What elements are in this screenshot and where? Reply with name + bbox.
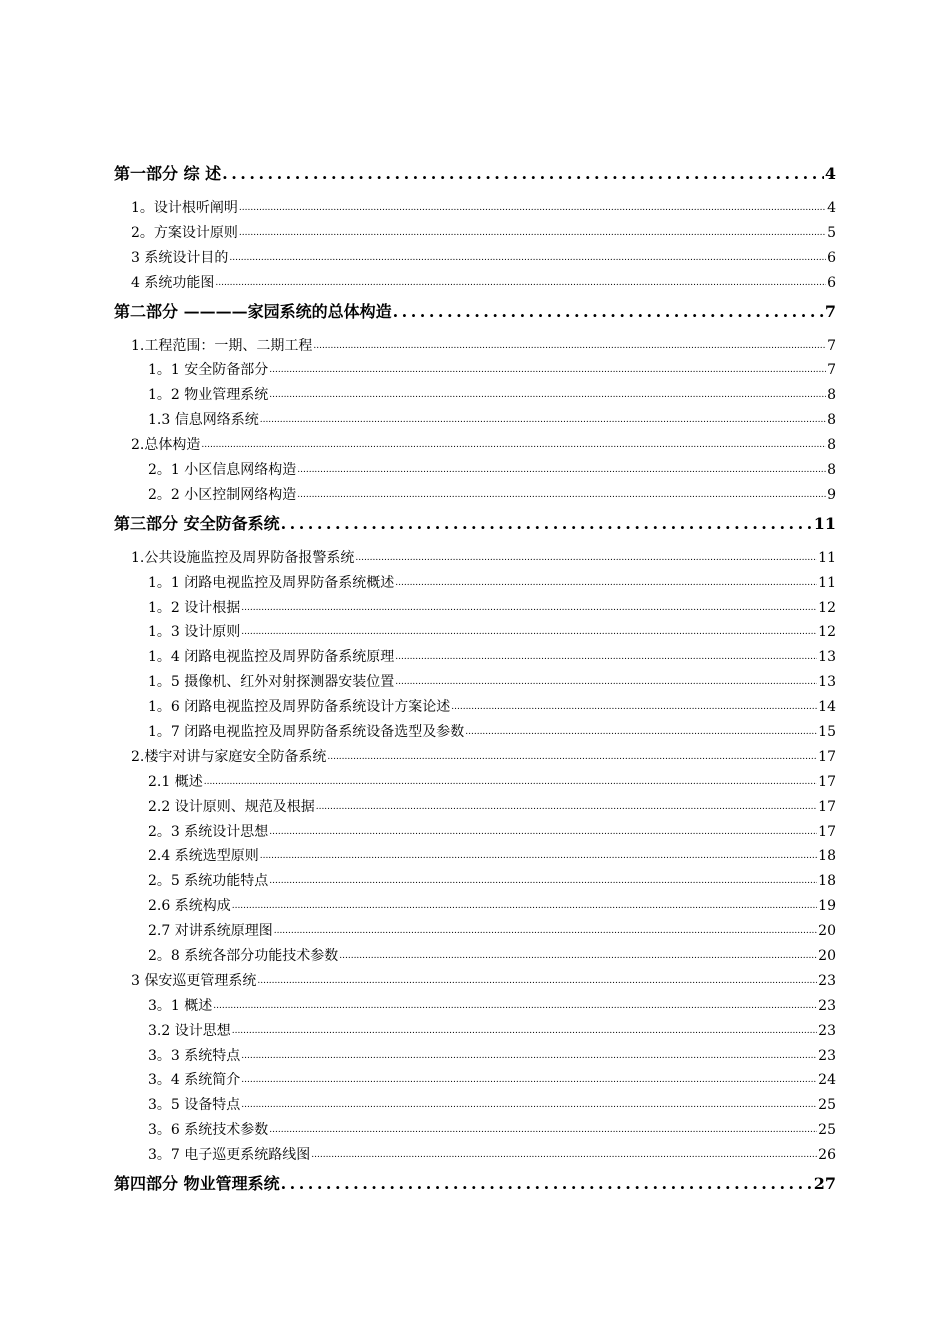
toc-dot-leader xyxy=(241,620,817,645)
toc-dot-leader xyxy=(355,546,817,571)
toc-dot-leader xyxy=(213,994,817,1019)
toc-entry-title: 1。1 闭路电视监控及周界防备系统概述 xyxy=(148,574,395,591)
toc-page-number: 8 xyxy=(827,412,836,429)
toc-entry-title: 1。5 摄像机、红外对射探测器安装位置 xyxy=(148,674,395,691)
toc-entry-title: 2.楼宇对讲与家庭安全防备系统 xyxy=(131,748,327,765)
toc-dot-leader xyxy=(215,271,826,296)
toc-dot-leader xyxy=(232,1019,817,1044)
toc-dot-leader xyxy=(316,795,817,820)
toc-page-number: 6 xyxy=(827,274,836,291)
toc-entry-title: 1.公共设施监控及周界防备报警系统 xyxy=(131,549,355,566)
toc-entry-title: 1.工程范围：一期、二期工程 xyxy=(131,337,313,354)
toc-entry-title: 1。3 设计原则 xyxy=(148,624,241,641)
toc-entry[interactable] xyxy=(114,919,836,944)
toc-entry-title: 2。1 小区信息网络构造 xyxy=(148,462,297,478)
toc-page-number: 23 xyxy=(818,1047,836,1064)
toc-dot-leader xyxy=(260,844,817,869)
toc-dot-leader xyxy=(241,1068,817,1093)
toc-entry-title: 2.4 系统选型原则 xyxy=(148,848,259,865)
toc-dot-leader xyxy=(281,510,813,538)
toc-entry-title: 2。方案设计原则 xyxy=(131,224,238,241)
toc-entry-title: 3。6 系统技术参数 xyxy=(148,1122,269,1139)
toc-page-number: 23 xyxy=(818,972,836,989)
toc-page-number: 7 xyxy=(827,362,836,379)
toc-page-number: 11 xyxy=(813,513,836,533)
toc-dot-leader xyxy=(204,770,817,795)
toc-entry-title: 2.1 概述 xyxy=(148,773,203,790)
toc-dot-leader xyxy=(327,745,817,770)
toc-page-number: 7 xyxy=(827,337,836,354)
toc-page-number: 15 xyxy=(818,724,836,741)
toc-entry-title: 4 系统功能图 xyxy=(131,274,215,291)
toc-part-entry[interactable] xyxy=(114,1170,836,1198)
toc-dot-leader xyxy=(297,458,826,483)
toc-entry[interactable] xyxy=(114,196,836,221)
toc-page-number: 14 xyxy=(818,699,836,716)
toc-entry-title: 2。3 系统设计思想 xyxy=(148,823,269,840)
toc-page-number: 17 xyxy=(818,798,836,815)
toc-entry-title: 1。2 设计根据 xyxy=(148,599,241,616)
toc-entry[interactable] xyxy=(114,596,836,621)
toc-entry[interactable] xyxy=(114,969,836,994)
toc-page-number: 17 xyxy=(818,773,836,790)
toc-page-number: 19 xyxy=(818,898,836,915)
toc-page-number: 27 xyxy=(813,1174,836,1194)
toc-entry-title: 1。1 安全防备部分 xyxy=(148,362,269,379)
toc-dot-leader xyxy=(274,919,817,944)
toc-entry-title: 第二部分 ————家园系统的总体构造 xyxy=(114,301,392,321)
toc-entry-title: 2.7 对讲系统原理图 xyxy=(148,923,273,940)
toc-entry-title: 第一部分 综 述 xyxy=(114,164,222,183)
toc-entry-title: 3 系统设计目的 xyxy=(131,249,229,266)
toc-entry[interactable] xyxy=(114,571,836,596)
toc-dot-leader xyxy=(269,869,817,894)
toc-page-number: 6 xyxy=(827,249,836,266)
toc-entry[interactable] xyxy=(114,433,836,458)
toc-dot-leader xyxy=(241,1093,817,1118)
toc-entry-title: 3。4 系统简介 xyxy=(148,1072,241,1089)
toc-entry[interactable] xyxy=(114,408,836,433)
toc-entry[interactable] xyxy=(114,695,836,720)
toc-entry[interactable] xyxy=(114,1093,836,1118)
toc-dot-leader xyxy=(239,196,826,221)
toc-entry-title: 1.3 信息网络系统 xyxy=(148,412,259,429)
toc-part-entry[interactable] xyxy=(114,298,836,326)
toc-page-number: 12 xyxy=(818,624,836,641)
toc-entry[interactable] xyxy=(114,620,836,645)
toc-entry-title: 第三部分 安全防备系统 xyxy=(114,513,280,533)
toc-page-number: 8 xyxy=(827,437,836,454)
toc-entry[interactable] xyxy=(114,1069,836,1094)
toc-page-number: 24 xyxy=(818,1072,836,1089)
toc-entry-title: 1。7 闭路电视监控及周界防备系统设备选型及参数 xyxy=(148,724,465,741)
toc-entry[interactable] xyxy=(114,483,836,508)
toc-entry-title: 第四部分 物业管理系统 xyxy=(114,1174,280,1194)
toc-page-number: 25 xyxy=(818,1097,836,1114)
toc-entry-title: 3。1 概述 xyxy=(148,997,213,1014)
toc-page-number: 18 xyxy=(818,873,836,890)
toc-dot-leader xyxy=(269,358,826,383)
toc-entry[interactable] xyxy=(114,795,836,820)
toc-entry[interactable] xyxy=(114,383,836,408)
toc-entry-title: 1。4 闭路电视监控及周界防备系统原理 xyxy=(148,649,395,666)
toc-page-number: 17 xyxy=(818,748,836,765)
toc-page-number: 25 xyxy=(818,1122,836,1139)
toc-entry[interactable] xyxy=(114,670,836,695)
toc-entry[interactable] xyxy=(114,820,836,845)
toc-page-number: 12 xyxy=(818,599,836,616)
toc-entry-title: 2。2 小区控制网络构造 xyxy=(148,486,297,503)
toc-entry[interactable] xyxy=(114,1118,836,1143)
toc-dot-leader xyxy=(232,894,817,919)
toc-part-entry[interactable] xyxy=(114,510,836,538)
toc-dot-leader xyxy=(339,944,817,969)
toc-dot-leader xyxy=(297,483,826,508)
toc-entry[interactable] xyxy=(114,221,836,246)
toc-dot-leader xyxy=(241,596,817,621)
toc-dot-leader xyxy=(201,433,826,458)
toc-page-number: 8 xyxy=(827,462,836,478)
toc-dot-leader xyxy=(239,221,826,246)
toc-entry[interactable] xyxy=(114,944,836,969)
toc-page-number: 23 xyxy=(818,997,836,1014)
toc-page-number: 5 xyxy=(827,224,836,241)
toc-page-number: 4 xyxy=(824,164,836,183)
toc-entry[interactable] xyxy=(114,770,836,795)
toc-entry[interactable] xyxy=(114,546,836,571)
toc-dot-leader xyxy=(222,160,824,188)
toc-dot-leader xyxy=(269,1118,817,1143)
toc-entry[interactable] xyxy=(114,1019,836,1044)
toc-entry-title: 2.2 设计原则、规范及根据 xyxy=(148,798,315,815)
toc-dot-leader xyxy=(465,720,817,745)
toc-page-number: 11 xyxy=(818,549,836,566)
toc-entry-title: 2。8 系统各部分功能技术参数 xyxy=(148,948,339,965)
toc-entry-title: 1。6 闭路电视监控及周界防备系统设计方案论述 xyxy=(148,699,451,716)
toc-dot-leader xyxy=(229,246,826,271)
toc-entry[interactable] xyxy=(114,745,836,770)
toc-entry[interactable] xyxy=(114,1143,836,1168)
toc-page-number: 20 xyxy=(818,923,836,940)
toc-entry-title: 3。7 电子巡更系统路线图 xyxy=(148,1147,311,1164)
toc-entry[interactable] xyxy=(114,458,836,483)
toc-entry[interactable] xyxy=(114,869,836,894)
toc-page-number: 13 xyxy=(818,674,836,691)
toc-dot-leader xyxy=(260,408,826,433)
toc-entry[interactable] xyxy=(114,844,836,869)
toc-page-number: 23 xyxy=(818,1022,836,1039)
toc-page-number: 9 xyxy=(827,486,836,503)
toc-entry-title: 1。2 物业管理系统 xyxy=(148,387,269,404)
toc-page-number: 20 xyxy=(818,948,836,965)
toc-entry[interactable] xyxy=(114,894,836,919)
toc-dot-leader xyxy=(269,383,826,408)
toc-entry[interactable] xyxy=(114,246,836,271)
toc-page-number: 4 xyxy=(827,199,836,216)
toc-entry[interactable] xyxy=(114,334,836,359)
toc-dot-leader xyxy=(395,645,817,670)
toc-page-number: 8 xyxy=(827,387,836,404)
toc-entry-title: 3 保安巡更管理系统 xyxy=(131,972,257,989)
toc-page-number: 11 xyxy=(818,574,836,591)
toc-entry[interactable] xyxy=(114,994,836,1019)
toc-entry[interactable] xyxy=(114,1044,836,1069)
toc-dot-leader xyxy=(311,1143,817,1168)
toc-page-number: 17 xyxy=(818,823,836,840)
toc-dot-leader xyxy=(313,334,826,359)
toc-dot-leader xyxy=(451,695,817,720)
toc-dot-leader xyxy=(241,1044,817,1069)
toc-dot-leader xyxy=(393,298,824,326)
toc-entry-title: 3.2 设计思想 xyxy=(148,1022,231,1039)
toc-dot-leader xyxy=(269,820,817,845)
toc-page-number: 18 xyxy=(818,848,836,865)
toc-dot-leader xyxy=(395,670,817,695)
toc-entry-title: 2.总体构造 xyxy=(131,437,201,454)
toc-entry-title: 3。3 系统特点 xyxy=(148,1047,241,1064)
toc-entry-title: 2.6 系统构成 xyxy=(148,898,231,915)
toc-page-number: 26 xyxy=(818,1147,836,1164)
toc-entry-title: 3。5 设备特点 xyxy=(148,1097,241,1114)
toc-entry[interactable] xyxy=(114,271,836,296)
toc-dot-leader xyxy=(257,969,817,994)
toc-entry-title: 1。设计根听阐明 xyxy=(131,199,238,216)
toc-dot-leader xyxy=(395,571,817,596)
toc-page-number: 7 xyxy=(824,301,836,321)
toc-part-entry[interactable] xyxy=(114,160,836,188)
toc-entry[interactable] xyxy=(114,645,836,670)
toc-entry[interactable] xyxy=(114,358,836,383)
toc-dot-leader xyxy=(281,1170,813,1198)
table-of-contents xyxy=(114,158,836,1206)
toc-entry[interactable] xyxy=(114,720,836,745)
toc-page-number: 13 xyxy=(818,649,836,666)
toc-entry-title: 2。5 系统功能特点 xyxy=(148,873,269,890)
